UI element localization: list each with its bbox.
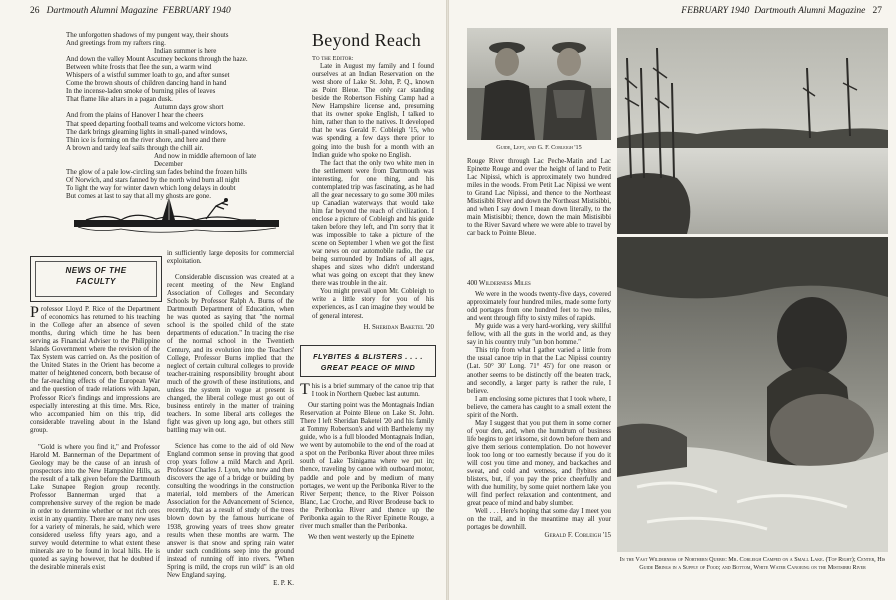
story-para-3: We then went westerly up the Epinette bbox=[308, 533, 415, 541]
flybites-box bbox=[300, 345, 436, 377]
story-right-para-6: May I suggest that you put them in some corner of your den, and, when the humdrum of business life begins to get irksome, sit down before them and give them serious contemplation. Do not however look too long or too earnestly because if you do it will cost you time and money, and backaches and sweat, and cold and wetness, and flybites and blisters, but, if you pay the price cheerfully and with due humility, by some quiet northern lake you will find perfect relaxation and contentment, and great peace of mind and baby slumber. bbox=[467, 419, 611, 508]
news-box-title-line2: FACULTY bbox=[76, 277, 116, 286]
story-continued-column-2 bbox=[467, 280, 611, 586]
right-header-title: Dartmouth Alumni Magazine bbox=[754, 6, 866, 16]
story-para-2: Our starting point was the Montagnais Indian Reservation at Pointe Bleue on Lake St. John. There I left Sheridan Baketel '20 and his family at Tommy Robertson's and with Barthelemy my guide, who is a full blooded Montagnais Indian, we went by automobile to the end of the road at a spot on the Peribonka River about three miles south of Lake Tsinigama where we put in; thence, traveling by canoe with outboard motor, paddle and pole and by medium of many portages, we went up the Peribonka River to the River Serpent; thence, to the River Poisson Blanc, Lac Croche, and River Brodeuse back to the Peribonka River and thence up the Peribonka again to the River Epinette Rouge, a river much smaller than the Peribonka. bbox=[300, 402, 434, 530]
right-header-date: FEBRUARY 1940 bbox=[681, 6, 750, 16]
faculty-para-bannerman: "Gold is where you find it," and Professor Harold M. Bannerman of the Department of Geology may be the cause of an inrush of prospectors into the New Hampshire Hills, as the result of a talk given before the Dartmouth Lake Sunapee Region group recently. Professor Bannerman urged that a comprehensive survey of the region be made in order to determine whether or not rich ores exist in any quantity. There are many new uses for a variety of minerals, he said, which were considered useless fifty years ago, and a survey would determine to what extent these minerals are to be found in local hills. He is quoted as saying however, that he doubted if the desirable minerals exist bbox=[30, 443, 160, 572]
story-signature: Gerald F. Cobleigh '15 bbox=[544, 532, 611, 540]
poem-line: Autumn days grow short bbox=[154, 103, 224, 112]
poem-line: Thin ice is forming on the river shore, and here and there bbox=[66, 135, 226, 144]
bottom-photo-caption: In the Vast Wilderness of Northern Quebec Mr. Cobleigh Camped on a Small Lake. (Top Right); Center, His Guide Brings in a Supply of Food; and Bottom, White Water Canoeing on the Mistisibbi River bbox=[619, 556, 886, 571]
editor-salutation: To the Editor: bbox=[312, 55, 354, 62]
story-para-1-text: his is a brief summary of the canoe trip that I took in Northern Quebec last autumn. bbox=[311, 383, 434, 399]
left-page bbox=[0, 0, 446, 600]
faculty-para-rice bbox=[30, 306, 160, 435]
poem-line: Between white frosts that flee the sun, a warm wind bbox=[66, 63, 212, 72]
story-continued-column-1 bbox=[467, 158, 611, 276]
subhead-400-wilderness-miles: 400 Wilderness Miles bbox=[467, 280, 531, 287]
letter-para-3: You might prevail upon Mr. Cobleigh to write a little story for you of his experiences, as I can imagine they would be of general interest. bbox=[312, 288, 434, 320]
decorative-illustration bbox=[66, 193, 286, 237]
left-header-title: Dartmouth Alumni Magazine bbox=[46, 6, 158, 16]
story-right-para-7: Well . . . Here's hoping that some day I meet you on the trail, and in the meantime may all your portages be downhill. bbox=[467, 508, 611, 532]
poem-line: A brown and tardy leaf sails through the chill air. bbox=[66, 143, 204, 152]
flybites-title-line1: FLYBITES & BLISTERS . . . . bbox=[313, 352, 423, 361]
poem-line: Of Norwich, and stars fanned by the north wind burn all night bbox=[66, 175, 240, 184]
photo-guide-and-cobleigh bbox=[467, 28, 611, 140]
right-page-header bbox=[681, 6, 882, 16]
poem-line: But comes at last to say that all my ghosts are gone. bbox=[66, 191, 212, 200]
story-right-para-4: This trip from what I gather varied a little from the usual canoe trip in that the Lac Nipissi country (Lat. 50° 30' Long. 71° 45') for one reason or another seems to be distinctly off the beaten track, and secondly, a larger party is rather the rule, I believe. bbox=[467, 347, 611, 395]
photo-lake-landscape bbox=[617, 28, 888, 234]
flybites-title-line2: GREAT PEACE OF MIND bbox=[320, 363, 416, 372]
poem-line: And from the plains of Hanover I hear the cheers bbox=[66, 111, 204, 120]
faculty-news-column-1 bbox=[30, 306, 160, 596]
poem-line: And now in middle afternoon of late December bbox=[154, 151, 257, 168]
poem-line: Come the brown shouts of children dancing hand in hand bbox=[66, 79, 227, 88]
poem bbox=[66, 31, 271, 200]
story-column bbox=[300, 383, 434, 596]
story-right-para-5: I am enclosing some pictures that I took where, I believe, the camera has caught to a small extent the spirit of the North. bbox=[467, 395, 611, 419]
story-para-1 bbox=[300, 383, 434, 399]
poem-line: And down the valley Mount Ascutney beckons through the haze. bbox=[66, 55, 248, 64]
right-page bbox=[449, 0, 896, 600]
faculty-news-column-2 bbox=[167, 250, 294, 596]
story-right-para-1: Rouge River through Lac Peche-Matin and Lac Epinette Rouge and over the height of land to Petit Lac Nipissi, which is approximately two hundred miles in the woods. From Petit Lac Nipissi we went to Grand Lac Nipissi, and thence to the Northeast Mistisibbi River and down the Northeast Mistisibbi, and when I say down I mean down literally, to the main Mistisibbi; thence, down the main Mistisibbi to the River Savard where we were able to travel by car back to Pointe Bleue. bbox=[467, 158, 611, 238]
poem-line: That speed departing football teams and welcome victors home. bbox=[66, 119, 246, 128]
poem-line: Whispers of a wistful summer loath to go, and after sunset bbox=[66, 71, 230, 80]
faculty-para-lyon: Science has come to the aid of old New England common sense in proving that good crop years follow a mild March and April. Professor Charles J. Lyon, who now and then discovers the age of a bridge or building by consulting the woodrings in the construction material, told members of the American Association for the Advancement of Science, recently, that as a result of study of the trees blown down by the famous hurricane of 1938, growing years of trees show greater results when these months are warm. The answer is that snow and spring rain water under such conditions seep into the ground instead of running off into rivers. "When Spring is mild, the crops run wild" is an old New England saying. bbox=[167, 443, 294, 579]
news-box-title-line1: NEWS OF THE bbox=[65, 266, 127, 275]
faculty-para-rice-text: rofessor Lloyd P. Rice of the Department of economics has returned to his teaching in the College after an absence of seven months, during which time he has been serving as Financial Adviser to the Philippine Islands Government where the revision of the Tax System was carried on. As the position of the United States in the Orient has become a matter of heightened concern, both because of the far-reaching effects of the European War and the question of trade relations with Japan, Professor Rice's findings and impressions are especially interesting at this time. Mrs. Rice, who accompanied him on this trip, did considerable traveling about in the Island group. bbox=[30, 306, 160, 434]
beyond-reach-heading: Beyond Reach bbox=[312, 30, 422, 50]
drop-cap-t: T bbox=[300, 383, 310, 398]
right-page-number: 27 bbox=[872, 6, 882, 16]
photo1-caption: Guide, Left, and G. F. Cobleigh '15 bbox=[496, 144, 582, 151]
letter-para-2: The fact that the only two white men in the settlement were from Dartmouth was interesting, for one thing, and his contemplated trip was fascinating, as he had all the gear necessary to go some 300 miles up Canadian waterways that would take him far beyond the reach of civilization. I enclose a picture of Cobleigh and his guide taken before they left, and I'm sorry that it was impossible to take a picture of the scene on September 1 when we got the first war news on our automobile radio, the car being surrounded by Indians of all ages, shapes and sizes who didn't understand what was going on except that they knew there was trouble in the air. bbox=[312, 159, 434, 288]
poem-line: And greetings from my rafters ring. bbox=[66, 39, 166, 48]
left-header-date: FEBRUARY 1940 bbox=[162, 6, 231, 16]
poem-line: Indian summer is here bbox=[154, 47, 217, 56]
letter-para-1: Late in August my family and I found ourselves at an Indian Reservation on the west shore of Lake St. John, P. Q., known as Point Bleue. The only car standing beside the Robertson Fishing Camp had a New Hampshire license and, presuming that its owner spoke English, I talked to him, rather than to the natives. It developed that he was Gerald F. Cobleigh '15, who was spending a few days there prior to going into the bush for a month with an Indian guide who spoke no English. bbox=[312, 63, 434, 159]
drop-cap-p: P bbox=[30, 306, 39, 321]
poem-line: The dark brings gleaming lights in small-paned windows, bbox=[66, 127, 228, 136]
poem-line: In the incense-laden smoke of burning piles of leaves bbox=[66, 87, 216, 96]
faculty-signature: E. P. K. bbox=[273, 579, 294, 587]
left-page-number: 26 bbox=[30, 6, 40, 16]
poem-line: That flame like altars in a pagan dusk. bbox=[66, 95, 173, 104]
faculty-para-continued: in sufficiently large deposits for commercial exploitation. bbox=[167, 250, 294, 266]
story-right-para-2: We were in the woods twenty-five days, covered approximately four hundred miles, made some forty odd portages from one hundred feet to two miles, and went through fifty to sixty miles of rapids. bbox=[467, 291, 611, 323]
poem-line: The unforgotten shadows of my pungent way, their shouts bbox=[66, 31, 229, 39]
story-right-para-3: My guide was a very hard-working, very skillful fellow, with all the guts in the world and, as they say in his country truly "un bon homme." bbox=[467, 323, 611, 347]
letter-column bbox=[312, 55, 434, 333]
left-page-header bbox=[30, 6, 231, 16]
faculty-para-burns: Considerable discussion was created at a recent meeting of the New England Association of Colleges and Secondary Schools by Professor Ralph A. Burns of the Dartmouth Department of Education, when he was quoted as saying that "the normal school is the spoiled child of the state departments of education." In tracing the rise of the normal school in the Twentieth Century, and its evolution into the Teachers' College, Professor Burns implied that the neglect of certain cultural colleges to provide teacher-training responsibility brought about much of the growth of these institutions, and unless the system in vogue at present is changed, the liberal college must go out of business entirely in the matter of training teachers. In some liberal arts colleges the fight was given up long ago, but others still battling may win out. bbox=[167, 274, 294, 434]
photo-guide-whitewater bbox=[617, 237, 888, 552]
news-of-the-faculty-box bbox=[30, 256, 162, 302]
poem-line: The glow of a pale low-circling sun fades behind the frozen hills bbox=[66, 167, 247, 176]
letter-signature: H. Sheridan Baketel '20 bbox=[363, 323, 434, 331]
poem-line: To light the way for winter dawn which long delays in doubt bbox=[66, 183, 236, 192]
